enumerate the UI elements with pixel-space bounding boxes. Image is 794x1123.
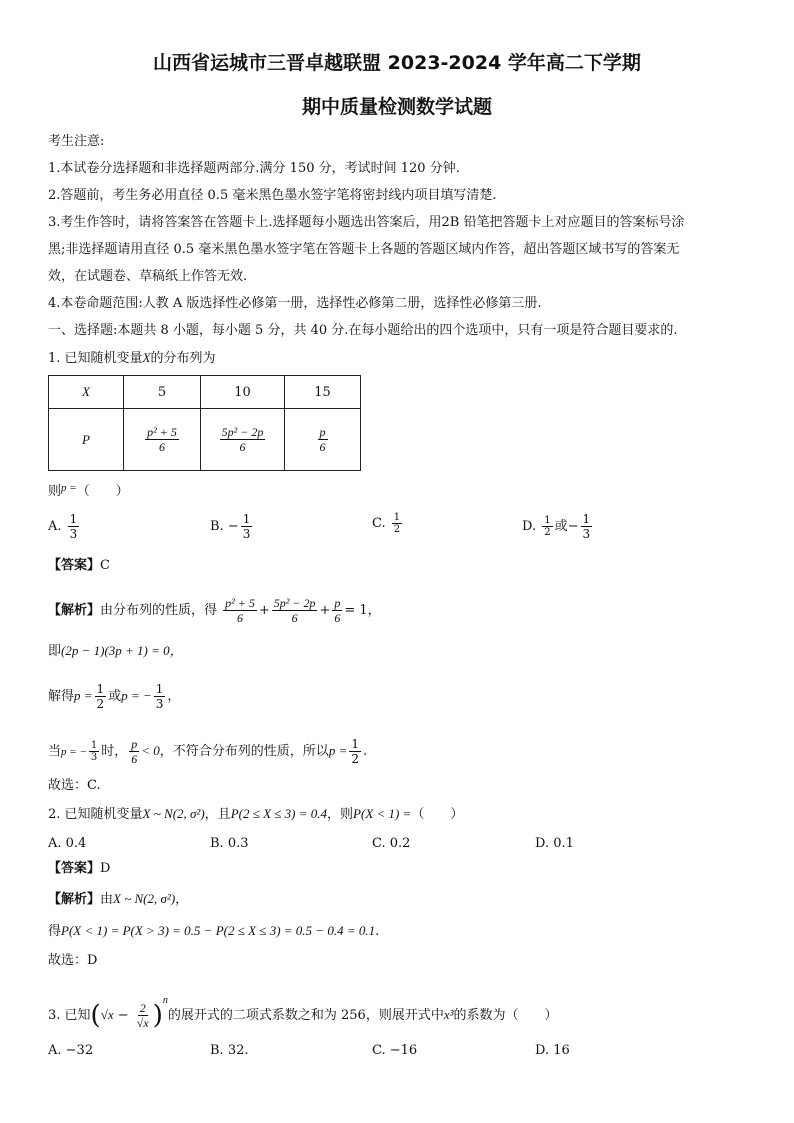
q1-equation-factored: 即(2p − 1)(3p + 1) = 0， (48, 643, 183, 659)
table-p-value: $\frac{\text{5p² − 2p}}{6}$ (201, 409, 285, 471)
notice-item-3-end: 效，在试题卷、草稿纸上作答无效. (48, 269, 248, 284)
q2-analysis: 【解析】由X ~ N(2, σ²)， (48, 891, 189, 907)
q1-option-a: A. $\frac{1}{3}$ (48, 512, 78, 541)
q2-step: 得P(X < 1) = P(X > 3) = 0.5 − P(2 ≤ X ≤ 3) = 0.5 − 0.4 = 0.1. (48, 923, 380, 939)
q1-final: 故选：C. (48, 778, 101, 793)
q1-stem: 1. 已知随机变量X的分布列为 (48, 350, 216, 366)
table-x-value: 15 (285, 376, 361, 409)
q1-distribution-table (48, 375, 361, 471)
table-p-value: $\frac{\text{p² + 5}}{6}$ (124, 409, 201, 471)
notice-item-2: 2.答题前，考生务必用直径 0.5 毫米黑色墨水签字笔将密封线内项目填写清楚. (48, 188, 497, 203)
q1-option-c: C. $\frac{1}{2}$ (372, 512, 401, 535)
q1-option-b: B. − $\frac{1}{3}$ (210, 512, 251, 541)
q3-option-d: D. 16 (535, 1043, 570, 1058)
q1-answer: 【答案】C (48, 558, 110, 573)
q1-check: 当p = − $\frac{1}{3}$ 时， $\frac{p}{6}$ < 0，不符合分布列的性质，所以p = $\frac{1}{2}$ . (48, 737, 368, 766)
q1-analysis: 【解析】由分布列的性质，得 $\frac{\text{p² + 5}}{6}$ + $\frac{\text{5p² − 2p}}{6}$ + $\frac{p}{6}$ = 1， (48, 596, 381, 625)
notice-item-3: 3.考生作答时，请将答案答在答题卡上.选择题每小题选出答案后，用2B 铅笔把答题卡上对应题目的答案标号涂 (48, 215, 685, 230)
notice-header: 考生注意: (48, 134, 105, 149)
table-x-value: 5 (124, 376, 201, 409)
q2-answer: 【答案】D (48, 861, 111, 876)
q2-stem: 2. 已知随机变量X ~ N(2, σ²)，且P(2 ≤ X ≤ 3) = 0.4，则P(X < 1) =（ ） (48, 806, 464, 822)
table-x-value: 10 (201, 376, 285, 409)
q3-option-a: A. −32 (48, 1043, 94, 1058)
exam-title-line1: 山西省运城市三晋卓越联盟 2023-2024 学年高二下学期 (153, 52, 641, 74)
q3-option-b: B. 32. (210, 1043, 249, 1058)
q2-option-c: C. 0.2 (372, 836, 411, 851)
q2-final: 故选：D (48, 953, 98, 968)
q3-option-c: C. −16 (372, 1043, 418, 1058)
q2-option-d: D. 0.1 (535, 836, 574, 851)
notice-item-1: 1.本试卷分选择题和非选择题两部分.满分 150 分，考试时间 120 分钟. (48, 161, 460, 176)
exam-title-line2: 期中质量检测数学试题 (301, 96, 492, 118)
table-header-p: P (49, 409, 124, 471)
notice-item-3-cont: 黑;非选择题请用直径 0.5 毫米黑色墨水签字笔在答题卡上各题的答题区域内作答，超出答题区域书写的答案无 (48, 242, 680, 257)
q2-option-b: B. 0.3 (210, 836, 249, 851)
notice-item-4: 4.本卷命题范围:人教 A 版选择性必修第一册，选择性必修第二册，选择性必修第三册. (48, 296, 542, 311)
q1-ask: 则$^{p =}$（ ） (48, 482, 129, 499)
q1-solution: 解得p = $\frac{1}{2}$ 或p = − $\frac{1}{3}$ ， (48, 682, 181, 711)
table-p-value: $\frac{p}{6}$ (285, 409, 361, 471)
q2-option-a: A. 0.4 (48, 836, 87, 851)
q3-stem: 3. 已知(√x − $\frac{2}{√x}$ )$^n$的展开式的二项式系数之和为 256，则展开式中x³的系数为（ ） (48, 995, 558, 1031)
section-one-heading: 一、选择题:本题共 8 小题，每小题 5 分，共 40 分.在每小题给出的四个选项中，只有一项是符合题目要求的. (48, 323, 678, 338)
q1-option-d: D. $\frac{1}{2}$ 或− $\frac{1}{3}$ (522, 512, 591, 541)
table-header-x: X (49, 376, 124, 409)
